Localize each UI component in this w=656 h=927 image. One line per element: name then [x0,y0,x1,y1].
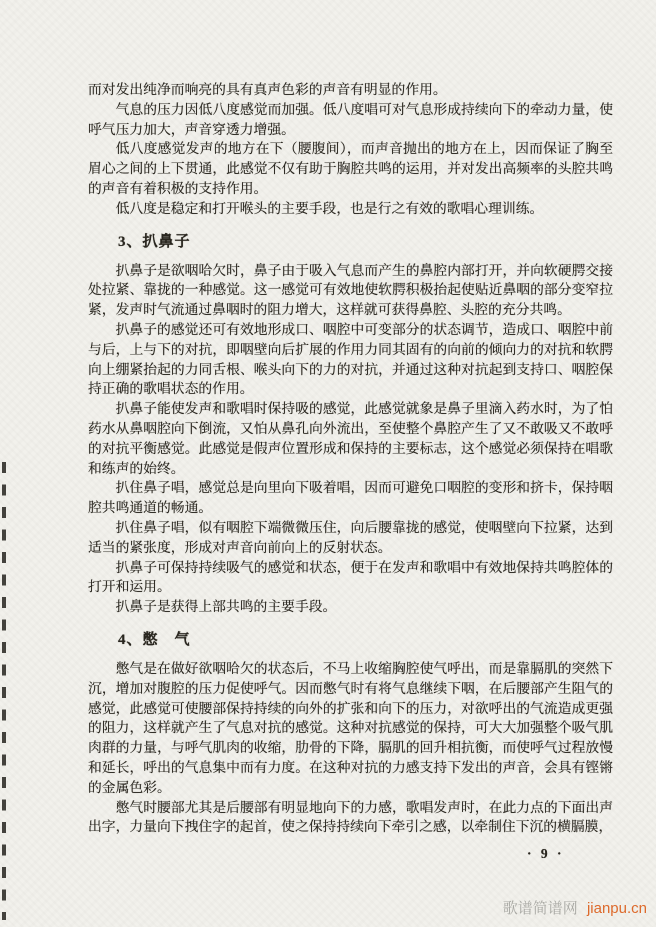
page-content [88,80,613,837]
body-paragraph: 低八度感觉发声的地方在下（腰腹间），而声音抛出的地方在上，因而保证了胸至眉心之间的上下贯通，此感觉不仅有助于胸腔共鸣的运用，并对发出高频率的头腔共鸣的声音有着积极的支持作用。 [88,141,613,196]
section-heading-3: 3、扒鼻子 [118,233,191,250]
scan-binding-marks [2,462,6,920]
section-heading-4: 4、憋 气 [118,631,191,648]
body-paragraph: 扒鼻子可保持持续吸气的感觉和状态，便于在发声和歌唱中有效地保持共鸣腔体的打开和运用。 [88,559,613,595]
watermark [503,897,647,918]
body-paragraph: 气息的压力因低八度感觉而加强。低八度唱可对气息形成持续向下的牵动力量，使呼气压力加大，声音穿透力增强。 [88,101,613,137]
body-paragraph: 扒鼻子的感觉还可有效地形成口、咽腔中可变部分的状态调节，造成口、咽腔中前与后，上与下的对抗，即咽壁向后扩展的作用力同其固有的向前的倾向力的对抗和软腭向上绷紧抬起的力同舌根、喉头向下的力的对抗，并通过这种对抗起到支持口、咽腔保持正确的歌唱状态的作用。 [88,321,613,397]
body-paragraph: 憋气时腰部尤其是后腰部有明显地向下的力感，歌唱发声时，在此力点的下面出声出字，力量向下拽住字的起首，使之保持持续向下牵引之感，以牵制住下沉的横膈膜， [88,799,613,835]
body-paragraph: 扒住鼻子唱，似有咽腔下端微微压住，向后腰靠拢的感觉，使咽壁向下拉紧，达到适当的紧张度，形成对声音向前向上的反射状态。 [88,519,613,555]
body-paragraph: 扒鼻子是欲咽哈欠时，鼻子由于吸入气息而产生的鼻腔内部打开，并向软硬腭交接处拉紧、靠拢的一种感觉。这一感觉可有效地使软腭积极抬起使贴近鼻咽的部分变窄拉紧，发声时气流通过鼻咽时的阻力增大，这样就可获得鼻腔、头腔的充分共鸣。 [88,262,613,318]
body-paragraph: 憋气是在做好欲咽哈欠的状态后，不马上收缩胸腔使气呼出，而是靠膈肌的突然下沉，增加对腹腔的压力促使呼气。因而憋气时有将气息继续下咽，在后腰部产生阻气的感觉，此感觉可使腰部保持持续的向外的扩张和向下的压力，对欲呼出的气流造成更强的阻力，这样就产生了气息对抗的感觉。这种对抗感觉的保持，可大大加强整个吸气肌肉群的力量，与呼气肌肉的收缩，肋骨的下降，膈肌的回升相抗衡，而使呼气过程放慢和延长，呼出的气息集中而有力度。在这种对抗的力感支持下发出的声音，会具有铿锵的金属色彩。 [88,660,613,795]
body-paragraph: 扒鼻子是获得上部共鸣的主要手段。 [115,599,337,615]
body-paragraph: 而对发出纯净而响亮的具有真声色彩的声音有明显的作用。 [88,82,447,97]
watermark-site-domain: jianpu.cn [586,900,647,917]
body-paragraph: 低八度是稳定和打开喉头的主要手段，也是行之有效的歌唱心理训练。 [115,200,544,216]
body-paragraph: 扒鼻子能使发声和歌唱时保持吸的感觉，此感觉就象是鼻子里滴入药水时，为了怕药水从鼻咽腔向下倒流，又怕从鼻孔向外流出，至使整个鼻腔产生了又不敢吸又不敢呼的对抗平衡感觉。此感觉是假声位置形成和保持的主要标志，这个感觉必须保持在唱歌和练声的始终。 [88,401,613,476]
watermark-site-name: 歌谱简谱网 [502,900,578,917]
page-number: · 9 · [527,846,565,861]
body-paragraph: 扒住鼻子唱，感觉总是向里向下吸着唱，因而可避免口咽腔的变形和挤卡，保持咽腔共鸣通道的畅通。 [88,480,613,516]
